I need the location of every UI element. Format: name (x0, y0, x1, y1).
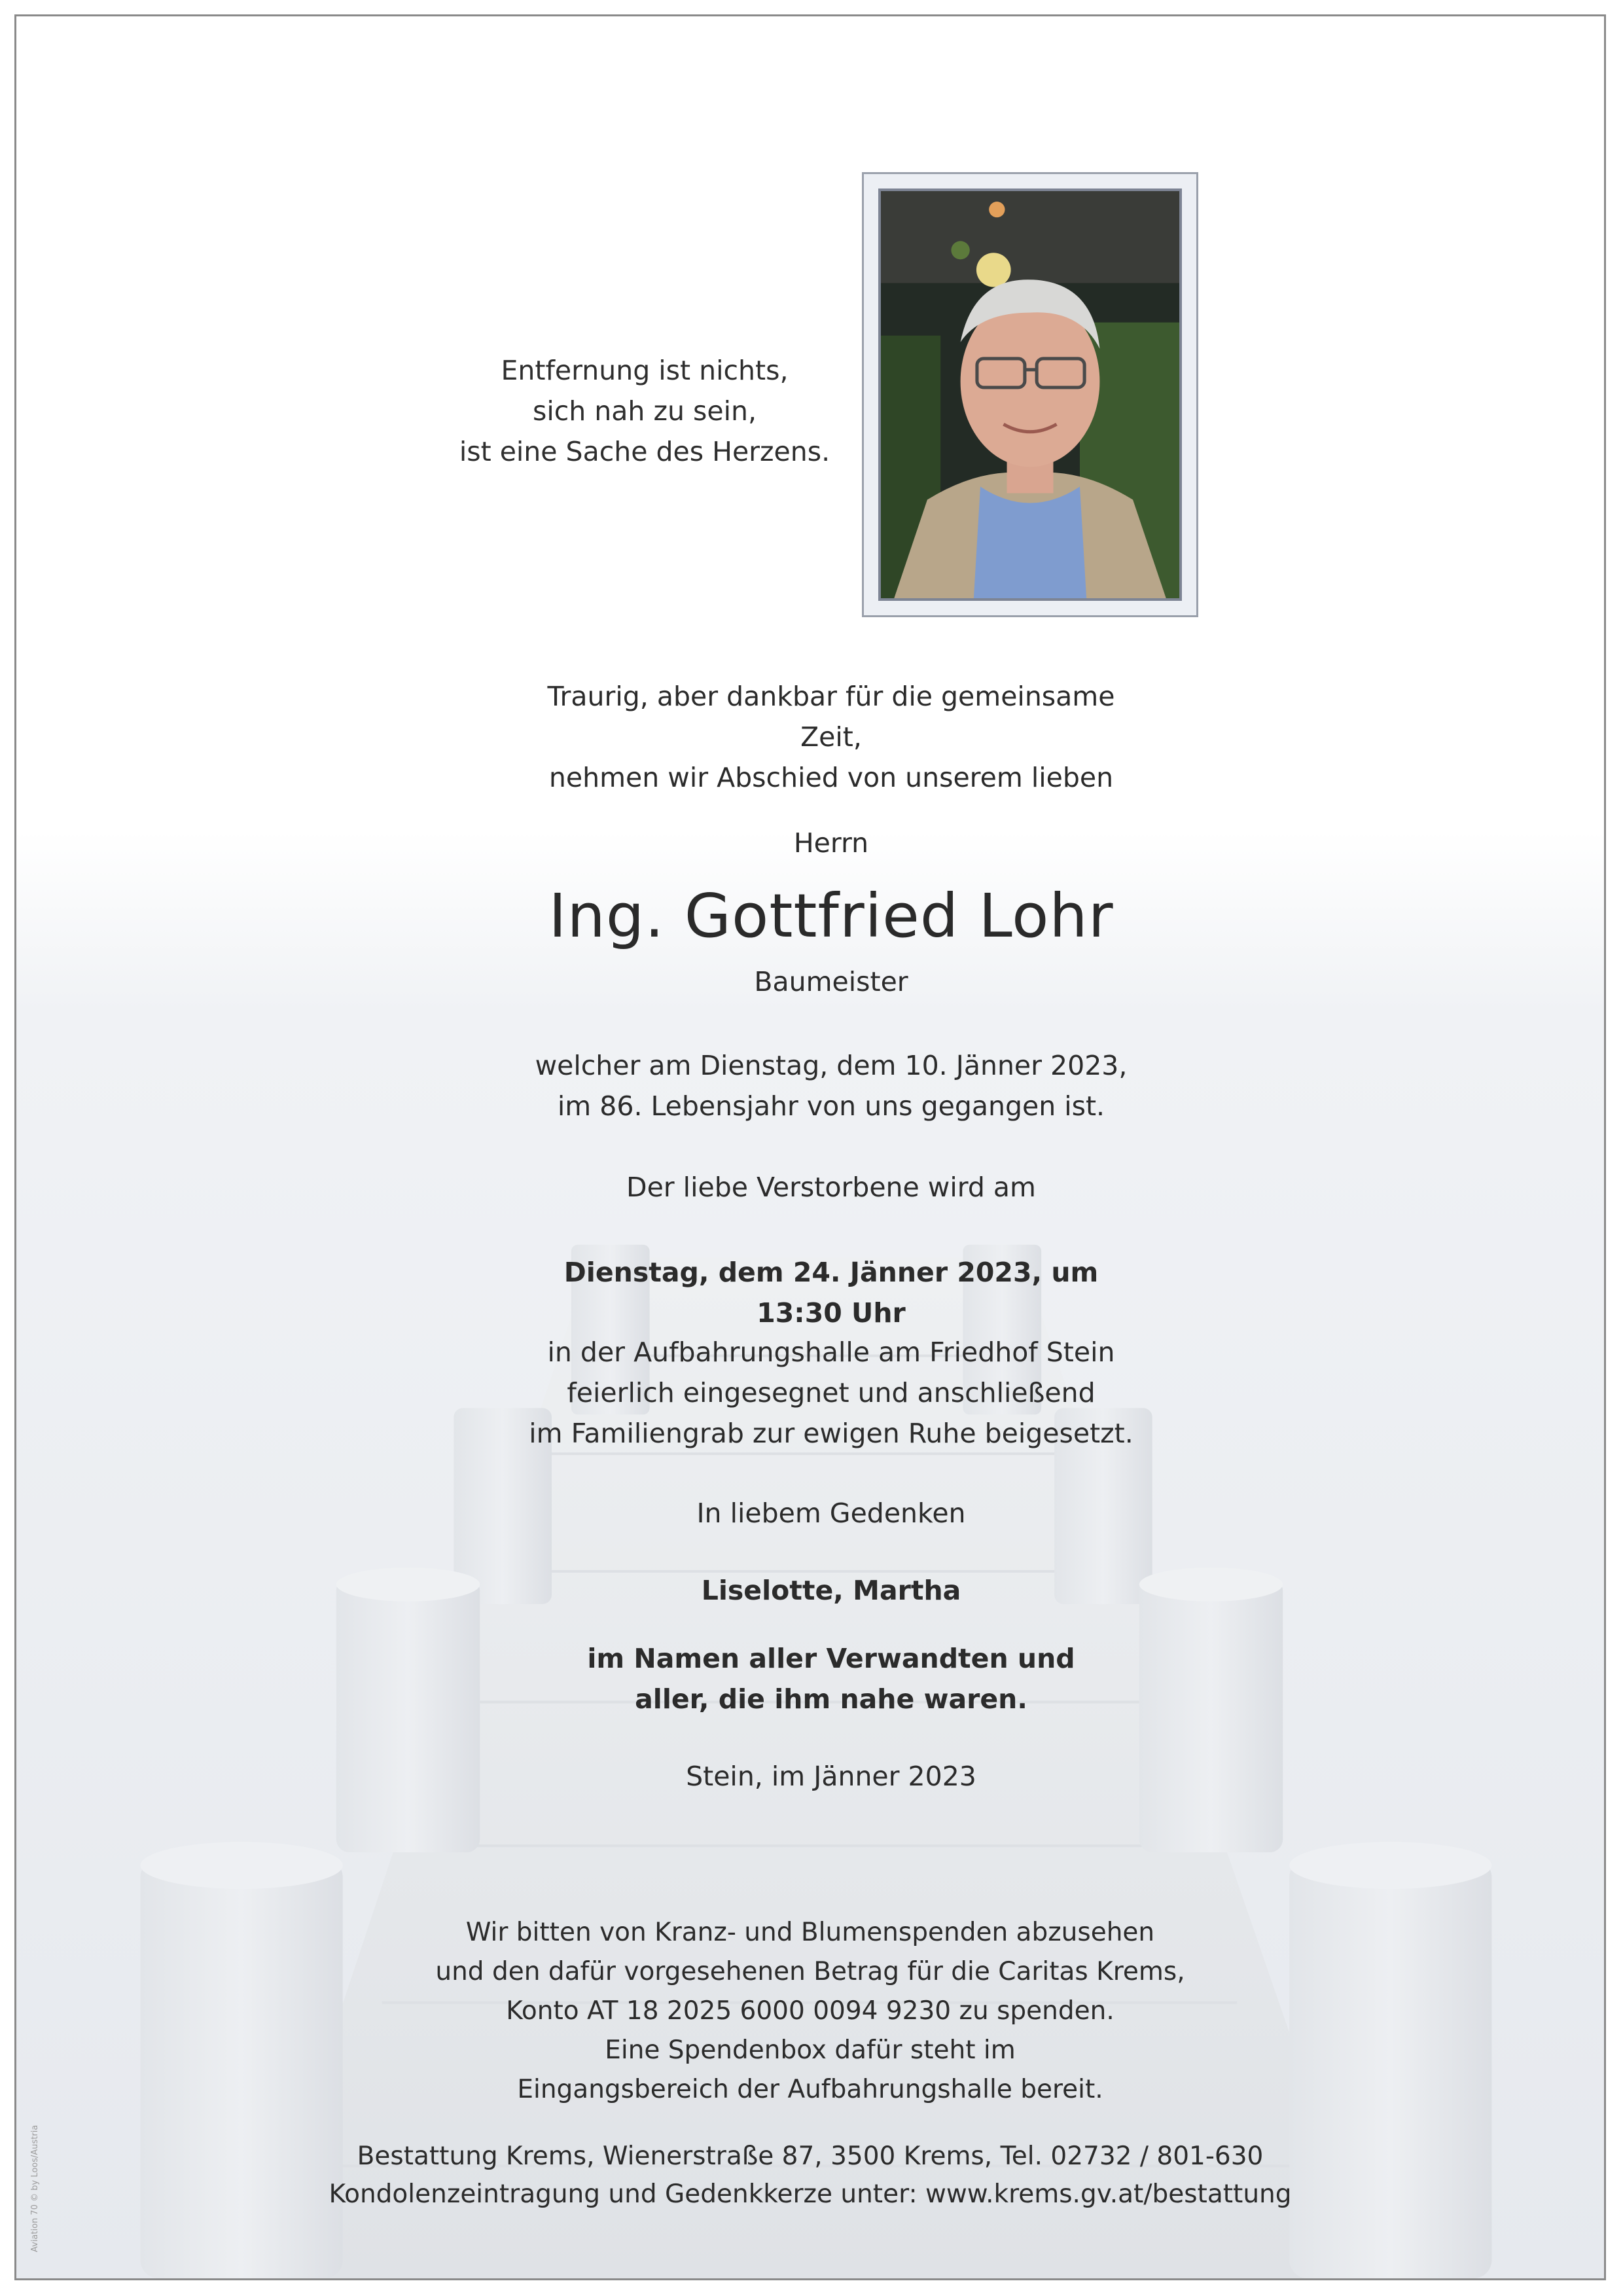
portrait-photo-frame (862, 172, 1198, 617)
condolence-info: Kondolenzeintragung und Gedenkkerze unter: www.krems.gv.at/bestattung (329, 2179, 1292, 2209)
mourners-extra: im Namen aller Verwandten und aller, die ihm nahe waren. (587, 1643, 1075, 1715)
salutation: Herrn (793, 827, 869, 859)
quote-text: Entfernung ist nichts, sich nah zu sein, ist eine Sache des Herzens. (459, 355, 830, 467)
deceased-name: Ing. Gottfried Lohr (548, 881, 1114, 951)
ceremony-place: in der Aufbahrungshalle am Friedhof Stein feierlich eingesegnet und anschließend im Familiengrab zur ewigen Ruhe beigesetzt. (529, 1336, 1133, 1449)
remembrance-text: In liebem Gedenken (696, 1498, 966, 1529)
donation-note: Wir bitten von Kranz- und Blumenspenden abzusehen und den dafür vorgesehenen Betrag für die Caritas Krems, Konto AT 18 2025 6000 0094 9230 zu spenden. Eine Spendenbox dafür steht im Eingangsbereich der Aufbahrungshalle bereit. (435, 1918, 1185, 2104)
ceremony-intro: Der liebe Verstorbene wird am (626, 1172, 1036, 1203)
ceremony-date: Dienstag, dem 24. Jänner 2023, um 13:30 Uhr (563, 1257, 1099, 1329)
obituary-sheet (14, 14, 1606, 2280)
place-date: Stein, im Jänner 2023 (686, 1761, 976, 1792)
death-info: welcher am Dienstag, dem 10. Jänner 2023, im 86. Lebensjahr von uns gegangen ist. (535, 1050, 1128, 1122)
funeral-home-info: Bestattung Krems, Wienerstraße 87, 3500 Krems, Tel. 02732 / 801-630 (357, 2142, 1264, 2171)
mourners-names: Liselotte, Martha (701, 1575, 961, 1606)
portrait-photo (878, 188, 1182, 601)
profession: Baumeister (754, 966, 908, 997)
imprint-text: Aviation 70 © by Loos/Austria (30, 2125, 40, 2252)
intro-text: Traurig, aber dankbar für die gemeinsame Zeit, nehmen wir Abschied von unserem lieben (547, 681, 1115, 793)
